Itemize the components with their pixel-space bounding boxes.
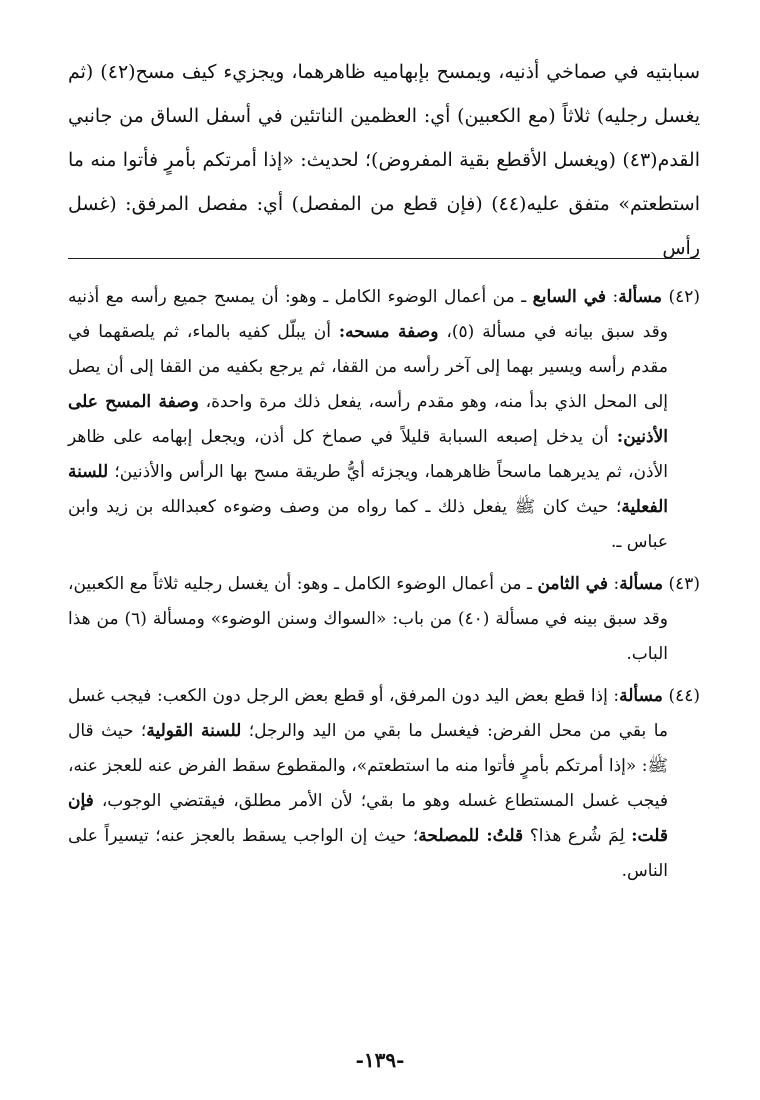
footnote-segment: للسنة القولية bbox=[146, 721, 242, 741]
footnote-segment: وصفة مسحه: bbox=[338, 322, 439, 342]
footnote-segment: ـ من أعمال الوضوء الكامل ـ وهو: أن يغسل رجليه ثلاثاً مع الكعبين، وقد سبق بينه في مسألة (٤٠) من باب: «السواك وسنن الوضوء» ومسألة (٦) من هذا الباب. bbox=[68, 574, 669, 664]
footnote-segment: فإن قلت: bbox=[68, 791, 668, 846]
footnote-segment: أن يبلّل كفيه بالماء، ثم يلصقهما في مقدم رأسه ويسير بهما إلى آخر رأسه من القفا، ثم يرجع بكفيه من القفا إلى أن يصل إلى المحل الذي بدأ منه، وهو مقدم رأسه، يفعل ذلك مرة واحدة، bbox=[68, 322, 668, 412]
footnotes-section bbox=[68, 280, 700, 896]
footnote-number: (٤٤) bbox=[668, 686, 701, 706]
footnote-segment: لِمَ شُرع هذا؟ bbox=[523, 826, 632, 846]
footnote-segment: قلتُ: للمصلحة bbox=[418, 826, 524, 846]
footnote-42 bbox=[68, 280, 700, 560]
footnote-segment: في الثامن bbox=[537, 574, 608, 594]
footnote-segment: : bbox=[606, 287, 619, 307]
footnote-separator bbox=[68, 258, 700, 259]
footnote-segment: مسألة bbox=[619, 574, 663, 594]
footnote-number: (٤٢) bbox=[668, 287, 700, 307]
main-text-block bbox=[68, 50, 700, 270]
footnote-text bbox=[68, 574, 668, 664]
footnote-segment: وصفة المسح على الأذنين: bbox=[68, 392, 668, 447]
footnote-segment: : إذا قطع بعض اليد دون المرفق، أو قطع بعض الرجل دون الكعب: فيجب غسل ما بقي من محل الفرض: فيغسل ما بقي من اليد والرجل؛ bbox=[68, 686, 668, 741]
footnote-44 bbox=[68, 679, 700, 889]
footnote-segment: أن يدخل إصبعه السبابة قليلاً في صماخ كل أذن، ويجعل إبهامه على ظاهر الأذن، ثم يديرهما ماسحاً ظاهرهما، ويجزئه أيُّ طريقة مسح بها الرأس والأذنين؛ bbox=[68, 427, 668, 482]
footnote-segment: : bbox=[608, 574, 620, 594]
footnote-segment: ؛ حيث كان ﷺ يفعل ذلك ـ كما رواه من وصف وضوءه كعبدالله بن زيد وابن عباس ـ. bbox=[68, 497, 668, 552]
footnote-43 bbox=[68, 567, 700, 672]
footnote-segment: في السابع bbox=[532, 287, 606, 307]
footnote-segment: ـ من أعمال الوضوء الكامل ـ وهو: أن يمسح جميع رأسه مع أذنيه وقد سبق بيانه في مسألة (٥)، bbox=[68, 287, 668, 342]
footnote-segment: للسنة الفعلية bbox=[68, 462, 668, 517]
footnote-text bbox=[68, 686, 668, 881]
footnote-segment: مسألة bbox=[618, 287, 662, 307]
footnote-segment: مسألة bbox=[619, 686, 663, 706]
footnote-segment: ؛ حيث إن الواجب يسقط بالعجز عنه؛ تيسيراً على الناس. bbox=[68, 826, 668, 881]
footnote-text bbox=[68, 287, 668, 552]
page-number: -١٣٩- bbox=[355, 1048, 405, 1072]
footnote-segment: ؛ حيث قال ﷺ: «إذا أمرتكم بأمرٍ فأتوا منه ما استطعتم»، والمقطوع سقط الفرض عنه للعجز عنه، فيجب غسل المستطاع غسله وهو ما بقي؛ لأن الأمر مطلق، فيقتضي الوجوب، bbox=[68, 721, 668, 811]
footnote-number: (٤٣) bbox=[668, 574, 700, 594]
main-paragraph: سبابتيه في صماخي أذنيه، ويمسح بإبهاميه ظاهرهما، ويجزيء كيف مسح(٤٢) (ثم يغسل رجليه) ثلاثاً (مع الكعبين) أي: العظمين الناتئين في أسفل الساق من جانبي القدم(٤٣) (ويغسل الأقطع بقية المفروض)؛ لحديث: «إذا أمرتكم بأمرٍ فأتوا منه ما استطعتم» متفق عليه(٤٤) (فإن قطع من المفصل) أي: مفصل المرفق: (غسل رأس bbox=[68, 61, 701, 259]
